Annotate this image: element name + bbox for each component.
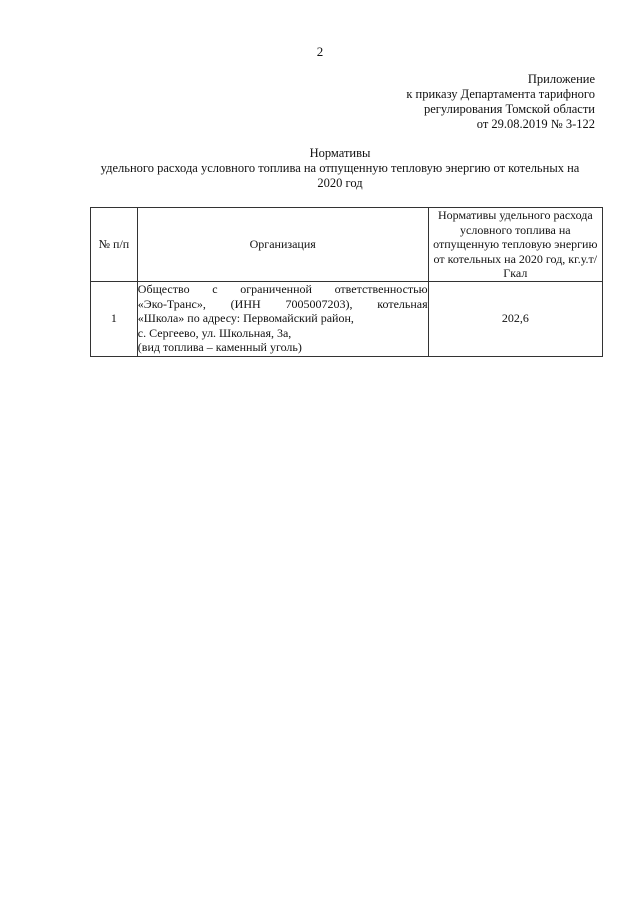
title-line-1: Нормативы	[309, 146, 371, 160]
appendix-line-4: от 29.08.2019 № 3-122	[476, 117, 595, 131]
row-organization	[137, 281, 428, 356]
document-title	[70, 146, 610, 191]
page-number: 2	[316, 44, 324, 59]
header-number: № п/п	[91, 208, 138, 282]
row-norm-value: 202,6	[428, 281, 602, 356]
header-norm-value: Нормативы удельного расхода условного топлива на отпущенную тепловую энергию от котельных на 2020 год, кг.у.т/Гкал	[428, 208, 602, 282]
table-header-row	[91, 208, 603, 282]
appendix-block	[275, 72, 595, 132]
organization-line: с. Сергеево, ул. Школьная, 3а,	[137, 325, 292, 340]
title-line-2: удельного расхода условного топлива на отпущенную тепловую энергию от котельных на	[100, 161, 580, 175]
appendix-line-3: регулирования Томской области	[423, 102, 595, 116]
organization-line: (вид топлива – каменный уголь)	[137, 340, 302, 355]
header-organization: Организация	[137, 208, 428, 282]
row-number: 1	[91, 281, 138, 356]
appendix-line-1: Приложение	[527, 72, 595, 86]
norms-table	[90, 207, 603, 357]
appendix-line-2: к приказу Департамента тарифного	[406, 87, 595, 101]
organization-line: «Школа» по адресу: Первомайский район,	[137, 311, 354, 326]
organization-line: «Эко-Транс», (ИНН 7005007203), котельная	[137, 296, 428, 311]
organization-line: Общество с ограниченной ответственностью	[137, 282, 428, 297]
table-row	[91, 281, 603, 356]
title-line-3: 2020 год	[317, 176, 363, 190]
